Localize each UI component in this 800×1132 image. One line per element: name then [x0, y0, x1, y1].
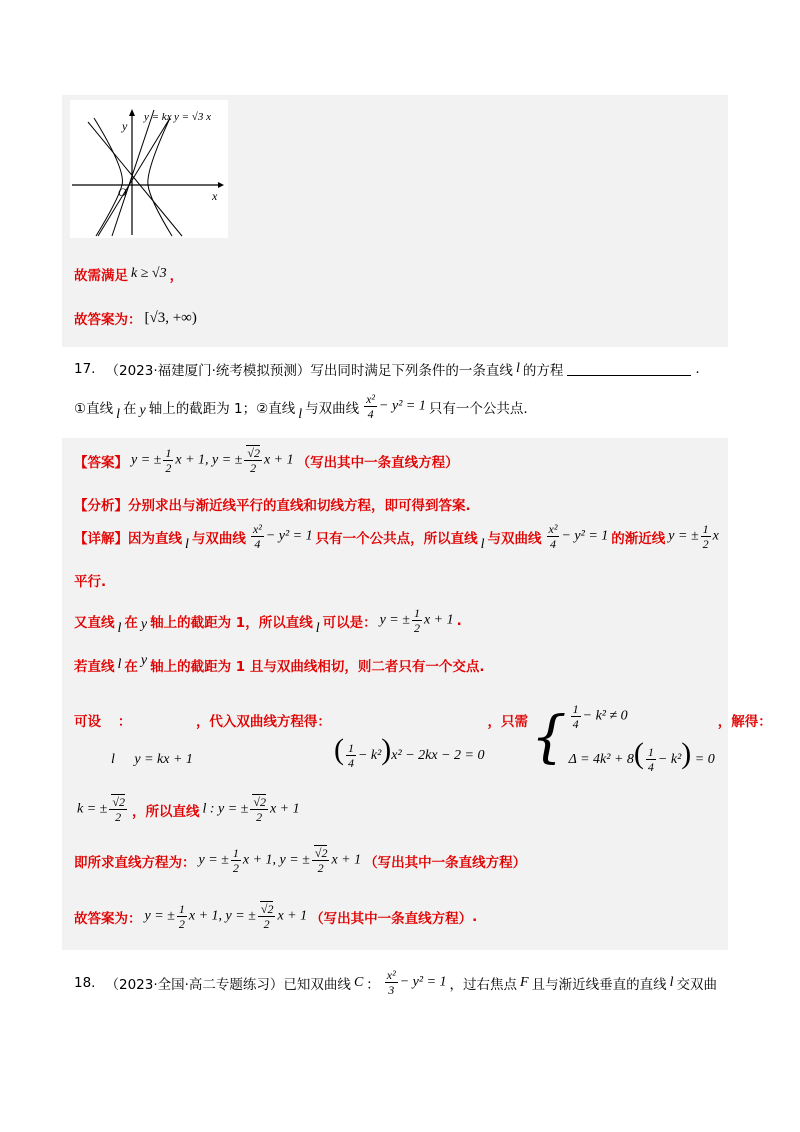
- detail-parallel: [74, 570, 106, 590]
- set-e: ，解得：: [717, 714, 772, 731]
- cond1-b: 在: [123, 400, 137, 417]
- q18-number: 18.: [74, 974, 96, 991]
- set-b: ：: [117, 714, 132, 731]
- label-y: y: [122, 119, 128, 133]
- answer-16-line: [74, 308, 200, 328]
- question-18: 18. （2023·全国·高二专题练习）已知双曲线 C ： $\frac{\text{x²}}{3}$ − y² = 1 ，过右焦点 F 且与渐近线垂直的直线 l 交双曲: [74, 968, 717, 997]
- question-17: [74, 359, 700, 379]
- need-line: [74, 264, 183, 284]
- label-origin: O: [118, 185, 127, 199]
- final-answer-line: 故答案为： y = ± $\frac{1}{2}$ x + 1, y = ± $\frac{√2}{2}$ x + 1 （写出其中一条直线方程） .: [74, 902, 478, 931]
- tan-a: 若直线: [74, 659, 115, 675]
- need-math: k ≥ √3: [131, 266, 167, 281]
- req-a: 即所求直线方程为：: [74, 854, 196, 871]
- answer-16-math: [√3, +∞): [144, 309, 197, 326]
- tan-c: 轴上的截距为 1 且与双曲线相切，则二者只有一个交点.: [150, 659, 485, 675]
- k-a: ，所以直线: [131, 803, 200, 820]
- tan-b: 在: [124, 659, 138, 675]
- q18-l: l: [669, 974, 674, 990]
- label-y-kx: y = kx: [144, 111, 172, 123]
- q17-number: 17.: [74, 361, 96, 377]
- need-suffix: ，: [169, 268, 184, 284]
- cond1-c: 轴上的截距为 1；②直线: [148, 400, 296, 417]
- cond1-a: ①直线: [74, 400, 114, 417]
- req-note: （写出其中一条直线方程）: [364, 854, 527, 871]
- analysis-line: [74, 494, 471, 514]
- also-a: 又直线: [74, 614, 115, 631]
- final-a: 故答案为：: [74, 910, 142, 927]
- detail-a: 因为直线: [128, 530, 182, 547]
- set-d: ，只需: [487, 714, 528, 731]
- need-prefix: 故需满足: [74, 268, 128, 284]
- answer-17-tag: 【答案】: [74, 454, 128, 471]
- detail-line: 【详解】 因为直线 l 与双曲线 $\frac{\text{x²}}{4}$ − y² = 1 只有一个公共点，所以直线 l 与双曲线 $\frac{\text{x²}}{4}$ − y² = 1 的渐近线 y = ± $\frac{1}{2}$ x: [74, 522, 719, 552]
- answer-17-note: （写出其中一条直线方程）: [296, 454, 459, 471]
- set-c: ，代入双曲线方程得：: [195, 714, 331, 731]
- also-e: .: [456, 612, 462, 629]
- answer-17-line: 【答案】 y = ± $\frac{1}{2}$ x + 1, y = ± $\frac{√2}{2}$ x + 1 （写出其中一条直线方程）: [74, 446, 459, 475]
- q17-var-l: l: [515, 361, 520, 376]
- analysis-text: 分别求出与渐近线平行的直线和切线方程，即可得到答案.: [128, 498, 471, 514]
- question-17-conditions: ①直线 l 在 y 轴上的截距为 1；②直线 l 与双曲线 $\frac{\text{x²}}{4}$ − y² = 1 只有一个公共点.: [74, 392, 528, 422]
- detail-tag: 【详解】: [74, 530, 128, 547]
- tangent-line: 若直线 l 在 y 轴上的截距为 1 且与双曲线相切，则二者只有一个交点.: [74, 653, 485, 675]
- detail-c: 只有一个公共点，所以直线: [315, 530, 478, 547]
- detail-d: 与双曲线: [487, 530, 542, 547]
- set-a: 可设: [74, 714, 101, 731]
- q17-tail: 的方程: [522, 363, 564, 379]
- cond1-e: 只有一个公共点.: [428, 400, 528, 417]
- answer-blank: [567, 363, 691, 376]
- also-c: 轴上的截距为 1，所以直线: [150, 614, 313, 631]
- analysis-tag: 【分析】: [74, 498, 128, 514]
- required-line: 即所求直线方程为： y = ± $\frac{1}{2}$ x + 1, y = ± $\frac{√2}{2}$ x + 1 （写出其中一条直线方程）: [74, 846, 527, 875]
- also-line: 又直线 l 在 y 轴上的截距为 1，所以直线 l 可以是： y = ± $\frac{1}{2}$ x + 1 .: [74, 606, 462, 636]
- hyperbola-graph: [70, 100, 228, 238]
- q18-tail3: 交双曲: [676, 976, 717, 993]
- q17-source: （2023·福建厦门·统考模拟预测）写出同时满足下列条件的一条直线: [105, 363, 513, 379]
- detail-b: 与双曲线: [191, 530, 246, 547]
- q18-source: （2023·全国·高二专题练习）已知双曲线: [105, 976, 351, 993]
- final-note: （写出其中一条直线方程）: [310, 910, 473, 927]
- q18-tail2: 且与渐近线垂直的直线: [531, 976, 667, 993]
- q18-tail: ，过右焦点: [449, 976, 518, 993]
- cond1-d: 与双曲线: [305, 400, 360, 417]
- label-x: x: [212, 189, 218, 203]
- detail-f: 平行.: [74, 574, 107, 590]
- q17-period: .: [695, 361, 700, 377]
- detail-e: 的渐近线: [611, 530, 666, 547]
- k-result-line: k = ± $\frac{√2}{2}$ ，所以直线 l : y = ± $\frac{√2}{2}$ x + 1: [77, 795, 300, 824]
- final-end: .: [472, 908, 478, 925]
- setup-line: 可设 l ： y = kx + 1 ，代入双曲线方程得： ( $\frac{1}{4}$ − k²)x² − 2kx − 2 = 0 ，只需 { $\frac{1}{4}$ − k² ≠ 0 Δ = 4k² + 8( $\frac{1}{4}$ − k²) = 0 ，解得：: [74, 702, 772, 775]
- q18-colon: ：: [366, 976, 380, 993]
- also-d: 可以是：: [322, 614, 377, 631]
- answer-16-prefix: 故答案为：: [74, 312, 142, 328]
- q18-c: C: [353, 974, 364, 990]
- q18-f: F: [520, 974, 529, 990]
- label-y-root3x: y = √3 x: [174, 111, 211, 123]
- also-b: 在: [124, 614, 138, 631]
